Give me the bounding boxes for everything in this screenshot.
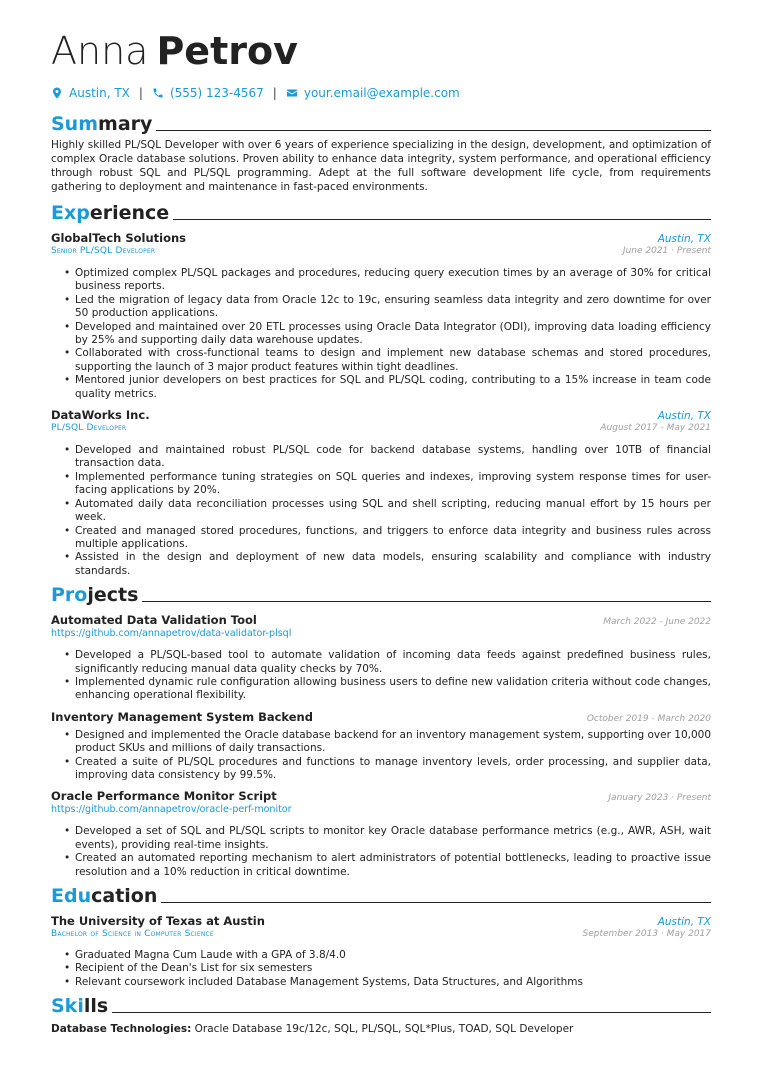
- section-rule: [156, 130, 711, 131]
- company-name: GlobalTech Solutions: [51, 231, 187, 245]
- list-item: • Assisted in the design and deployment of new data models, ensuring scalability and compliance with industry standards.: [75, 551, 711, 578]
- phone-item[interactable]: [152, 86, 264, 100]
- project-entry: [51, 710, 711, 783]
- list-item: • Developed and maintained robust PL/SQL code for backend database systems, handling over 10TB of financial transaction data.: [75, 444, 711, 471]
- job-bullets: [51, 444, 711, 578]
- section-title: Experience: [51, 202, 170, 224]
- section-rule: [173, 219, 711, 220]
- job-entry: [51, 231, 711, 401]
- job-entry: [51, 408, 711, 578]
- list-item: • Developed a set of SQL and PL/SQL scripts to monitor key Oracle database performance metrics (e.g., AWR, ASH, wait events), providing real-time insights.: [75, 825, 711, 852]
- list-item: • Developed and maintained over 20 ETL processes using Oracle Data Integrator (ODI), improving data loading efficiency by 25% and supporting daily data warehouse updates.: [75, 321, 711, 348]
- first-name: Anna: [51, 29, 149, 73]
- email-item[interactable]: [286, 86, 460, 100]
- location-item: [51, 86, 130, 100]
- list-item: • Led the migration of legacy data from Oracle 12c to 19c, ensuring seamless data integrity and zero downtime for over 50 production applications.: [75, 294, 711, 321]
- school-name: The University of Texas at Austin: [51, 914, 265, 928]
- skills-value: Oracle Database 19c/12c, SQL, PL/SQL, SQL*Plus, TOAD, SQL Developer: [194, 1023, 574, 1036]
- envelope-icon: [286, 87, 298, 99]
- job-role: Senior PL/SQL Developer: [51, 246, 156, 256]
- job-location: Austin, TX: [657, 410, 711, 423]
- project-dates: January 2023 · Present: [608, 793, 711, 804]
- list-item: • Implemented dynamic rule configuration allowing business users to define new validation criteria without code changes, enhancing operational flexibility.: [75, 676, 711, 703]
- project-link[interactable]: https://github.com/annapetrov/data-validator-plsql: [51, 628, 292, 640]
- skills-line: [51, 1022, 711, 1036]
- list-item: • Automated daily data reconciliation processes using SQL and shell scripting, reducing manual effort by 15 hours per week.: [75, 498, 711, 525]
- job-bullets: [51, 267, 711, 401]
- list-item: • Designed and implemented the Oracle database backend for an inventory management system, supporting over 10,000 product SKUs and millions of daily transactions.: [75, 729, 711, 756]
- project-name: Oracle Performance Monitor Script: [51, 789, 277, 804]
- section-title: Summary: [51, 113, 153, 135]
- list-item: • Mentored junior developers on best practices for SQL and PL/SQL coding, contributing to a 15% increase in team code quality metrics.: [75, 374, 711, 401]
- section-rule: [142, 601, 711, 602]
- project-bullets: [51, 649, 711, 703]
- list-item: • Collaborated with cross-functional teams to design and implement new database schemas and stored procedures, supporting the launch of 3 major product features within tight deadlines.: [75, 347, 711, 374]
- section-rule: [161, 902, 711, 903]
- section-title: Projects: [51, 584, 139, 607]
- list-item: • Graduated Magna Cum Laude with a GPA of 3.8/4.0: [75, 949, 711, 962]
- section-title: Skills: [51, 995, 109, 1018]
- contact-bar: [51, 85, 711, 101]
- skills-label: Database Technologies:: [51, 1023, 192, 1036]
- project-name: Inventory Management System Backend: [51, 709, 313, 724]
- email-link[interactable]: your.email@example.com: [303, 86, 460, 100]
- phone-text: (555) 123-4567: [169, 86, 264, 100]
- contact-separator: |: [272, 86, 277, 100]
- list-item: • Developed a PL/SQL-based tool to automate validation of incoming data feeds against predefined business rules, significantly reducing manual data quality checks by 70%.: [75, 649, 711, 676]
- contact-separator: |: [138, 86, 143, 100]
- skills-heading: [51, 995, 711, 1017]
- phone-icon: [152, 87, 164, 99]
- project-bullets: [51, 825, 711, 879]
- list-item: • Relevant coursework included Database Management Systems, Data Structures, and Algorithms: [75, 976, 711, 989]
- list-item: • Optimized complex PL/SQL packages and procedures, reducing query execution times by an average of 30% for critical business reports.: [75, 267, 711, 294]
- job-role: PL/SQL Developer: [51, 423, 127, 434]
- project-dates: October 2019 - March 2020: [586, 713, 711, 724]
- education-entry: [51, 914, 711, 989]
- projects-heading: [51, 584, 711, 606]
- project-dates: March 2022 - June 2022: [603, 617, 711, 628]
- location-text: Austin, TX: [69, 86, 130, 100]
- list-item: • Created a suite of PL/SQL procedures and functions to manage inventory levels, order processing, and supplier data, improving data consistency by 99.5%.: [75, 756, 711, 783]
- section-title: Education: [51, 885, 158, 907]
- job-dates: August 2017 - May 2021: [600, 423, 711, 434]
- job-dates: June 2021 · Present: [622, 246, 711, 256]
- experience-heading: [51, 202, 711, 224]
- list-item: • Created an automated reporting mechanism to alert administrators of potential bottlenecks, leading to proactive issue resolution and a 10% reduction in critical downtime.: [75, 852, 711, 879]
- project-entry: [51, 613, 711, 703]
- job-location: Austin, TX: [657, 233, 711, 245]
- list-item: • Created and managed stored procedures, functions, and triggers to enforce data integrity and business rules across multiple applications.: [75, 525, 711, 552]
- map-pin-icon: [51, 87, 63, 99]
- education-dates: September 2013 · May 2017: [582, 929, 711, 939]
- section-rule: [112, 1012, 711, 1013]
- company-name: DataWorks Inc.: [51, 408, 150, 423]
- summary-heading: [51, 113, 711, 135]
- last-name: Petrov: [156, 29, 298, 73]
- list-item: • Recipient of the Dean's List for six semesters: [75, 962, 711, 975]
- list-item: • Implemented performance tuning strategies on SQL queries and indexes, improving system response times for user-facing applications by 20%.: [75, 471, 711, 498]
- resume-page: [51, 28, 711, 1036]
- school-location: Austin, TX: [657, 916, 711, 928]
- candidate-name: [51, 28, 711, 74]
- education-heading: [51, 885, 711, 907]
- education-bullets: [51, 949, 711, 989]
- project-name: Automated Data Validation Tool: [51, 613, 257, 628]
- summary-text: Highly skilled PL/SQL Developer with over 6 years of experience specializing in the design, development, and optimization of complex Oracle database solutions. Proven ability to enhance data integrity, system performance, and operational efficiency through robust SQL and PL/SQL programming. Adept at the full software development life cycle, from requirements gathering to deployment and maintenance in fast-paced environments.: [51, 139, 711, 193]
- project-bullets: [51, 729, 711, 783]
- project-link[interactable]: https://github.com/annapetrov/oracle-perf-monitor: [51, 804, 292, 816]
- project-entry: [51, 789, 711, 879]
- degree: Bachelor of Science in Computer Science: [51, 929, 214, 939]
